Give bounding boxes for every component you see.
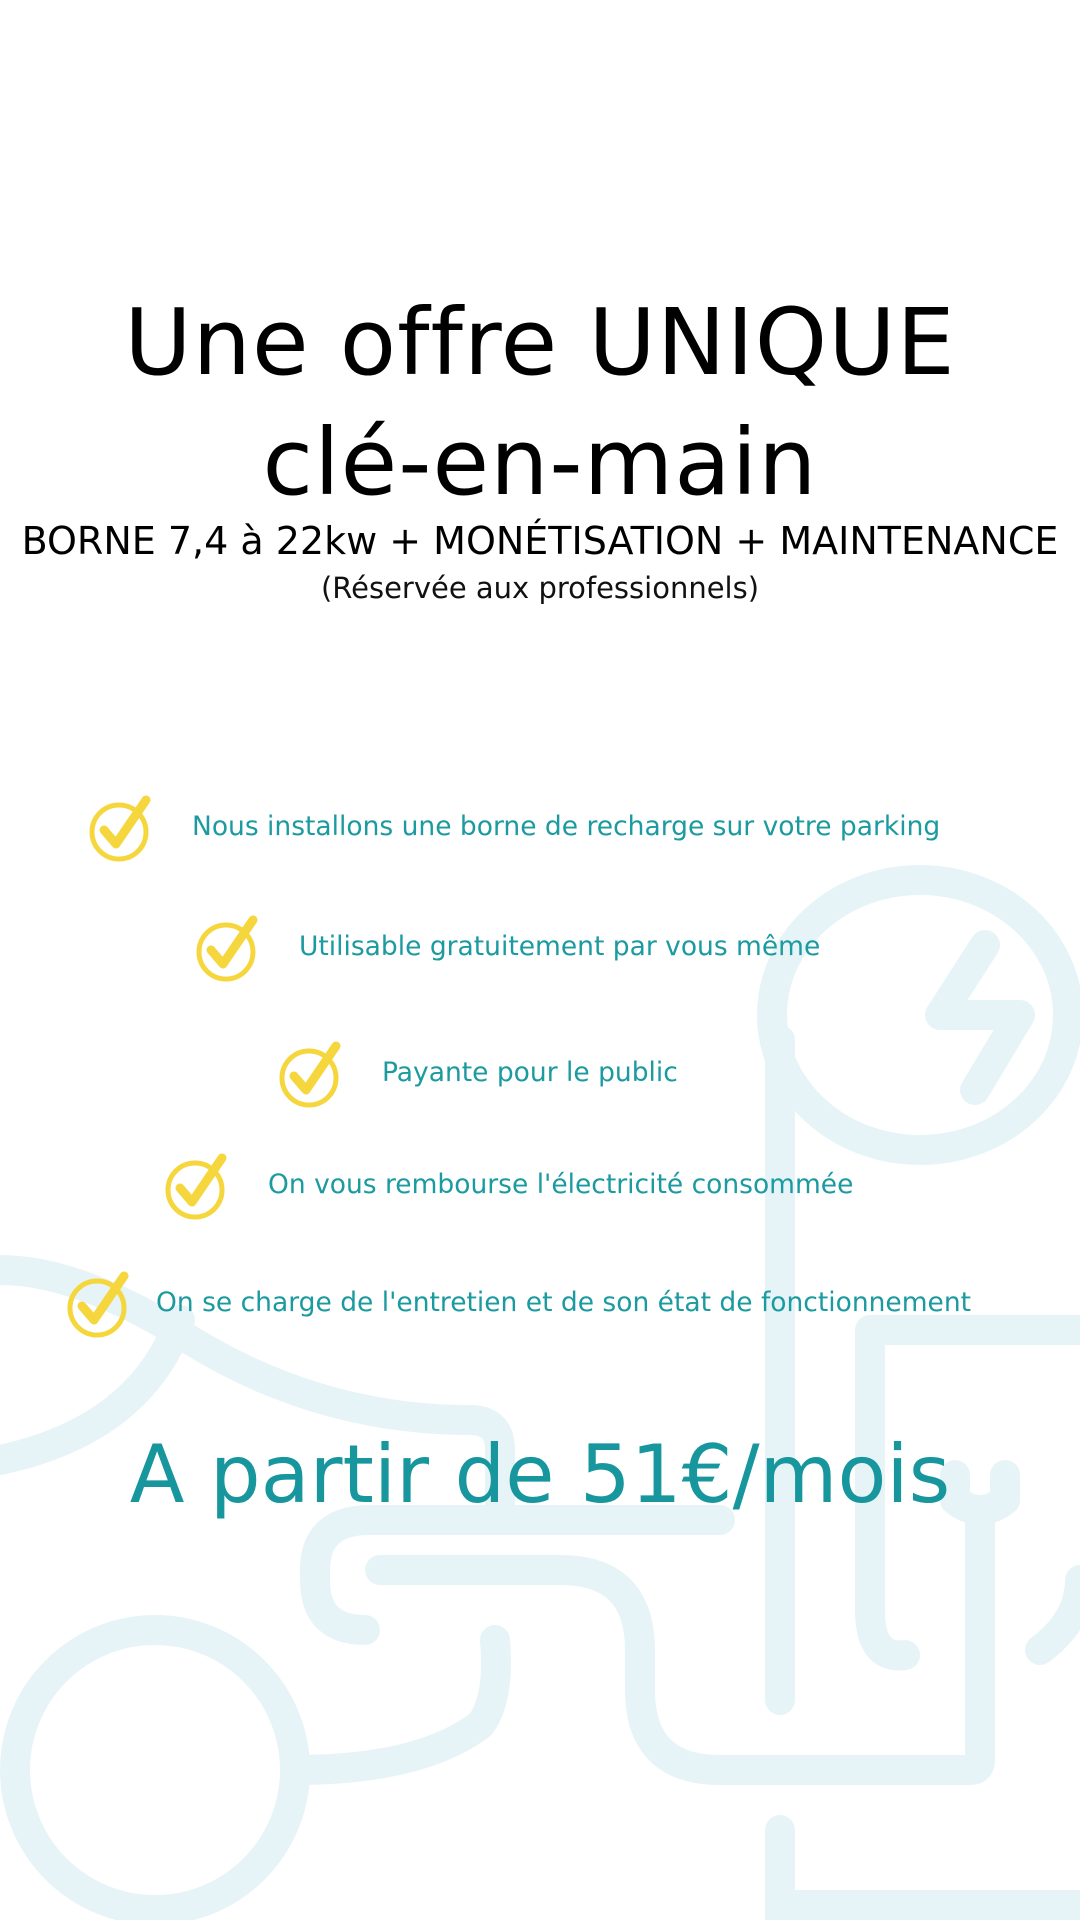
yellow-check-circle-icon — [66, 1268, 136, 1338]
headline-line-1: Une offre UNIQUE — [124, 289, 956, 396]
headline-line-2: clé-en-main — [262, 409, 818, 516]
feature-text: On vous rembourse l'électricité consommée — [268, 1169, 854, 1200]
yellow-check-circle-icon — [88, 792, 158, 862]
feature-item-public-paid — [278, 1038, 678, 1108]
yellow-check-circle-icon — [164, 1150, 234, 1220]
price-label: A partir de 51€/mois — [129, 1428, 951, 1521]
feature-text: Payante pour le public — [382, 1057, 678, 1088]
feature-text: Nous installons une borne de recharge sur votre parking — [192, 811, 941, 842]
yellow-check-circle-icon — [278, 1038, 348, 1108]
feature-item-refund — [164, 1150, 853, 1220]
feature-item-maintenance — [66, 1268, 971, 1338]
feature-item-installation — [88, 792, 940, 862]
offer-note: (Réservée aux professionnels) — [320, 571, 760, 605]
offer-subtitle: BORNE 7,4 à 22kw + MONÉTISATION + MAINTENANCE — [21, 519, 1059, 563]
feature-text: On se charge de l'entretien et de son état de fonctionnement — [156, 1287, 972, 1318]
feature-item-free-use — [195, 912, 820, 982]
yellow-check-circle-icon — [195, 912, 265, 982]
feature-text: Utilisable gratuitement par vous même — [299, 931, 821, 962]
